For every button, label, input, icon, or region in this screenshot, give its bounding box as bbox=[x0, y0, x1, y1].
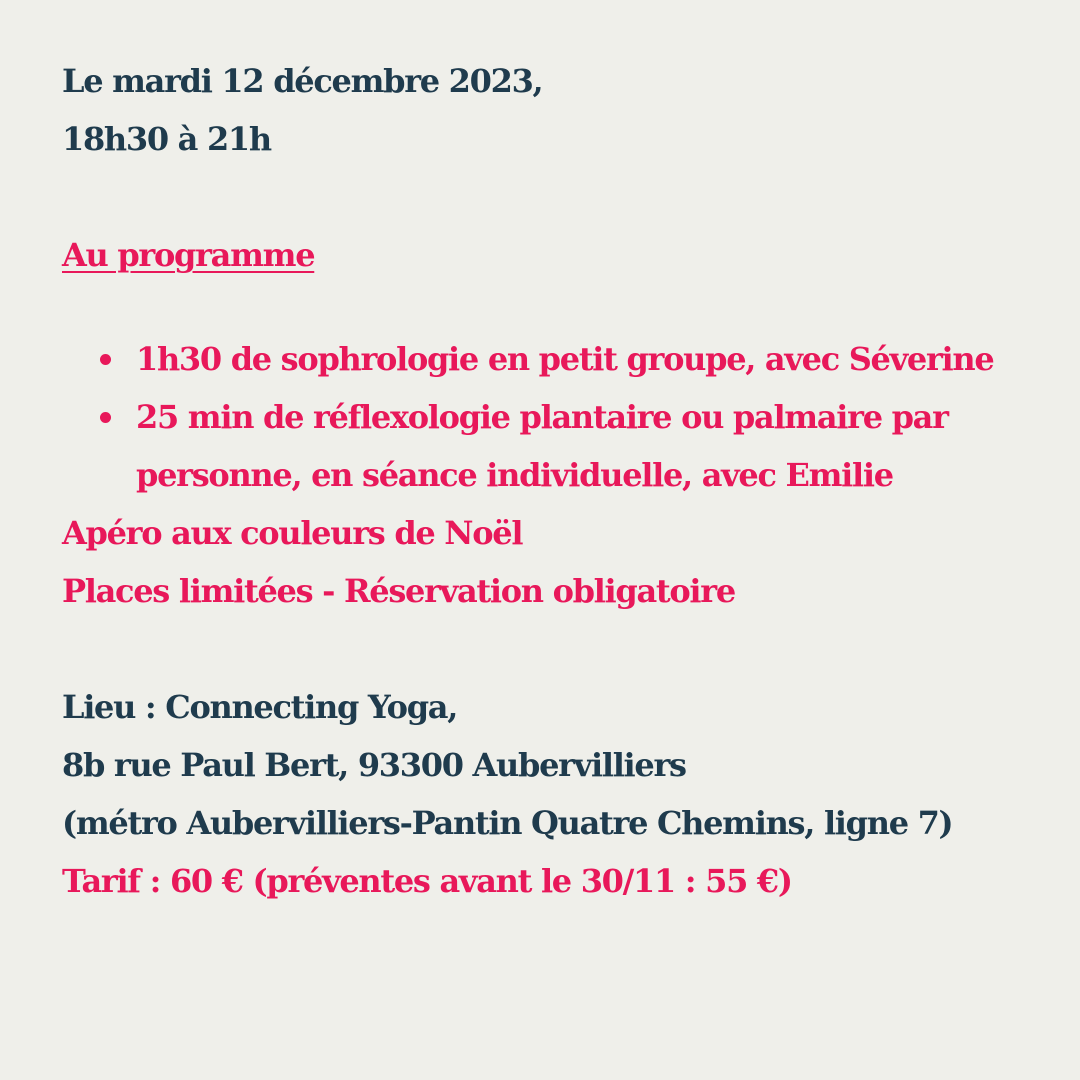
spacer bbox=[62, 168, 1072, 226]
bullet-icon bbox=[100, 354, 111, 365]
bullet-icon bbox=[100, 412, 111, 423]
program-list bbox=[62, 330, 1072, 504]
program-heading: Au programme bbox=[62, 236, 315, 274]
spacer bbox=[62, 284, 1072, 330]
event-date: Le mardi 12 décembre 2023, bbox=[62, 62, 543, 100]
venue-metro: (métro Aubervilliers-Pantin Quatre Chemins, ligne 7) bbox=[62, 804, 953, 842]
venue-address: 8b rue Paul Bert, 93300 Aubervilliers bbox=[62, 746, 686, 784]
program-item bbox=[62, 330, 1072, 388]
program-extra-apero: Apéro aux couleurs de Noël bbox=[62, 514, 523, 552]
program-item bbox=[62, 388, 1072, 504]
event-time: 18h30 à 21h bbox=[62, 120, 271, 158]
program-extra-reservation: Places limitées - Réservation obligatoire bbox=[62, 572, 735, 610]
program-item-text: 25 min de réflexologie plantaire ou palmaire par personne, en séance individuelle, avec Emilie bbox=[136, 398, 948, 494]
program-item-text: 1h30 de sophrologie en petit groupe, avec Séverine bbox=[136, 340, 994, 378]
pricing-text: Tarif : 60 € (préventes avant le 30/11 : 55 €) bbox=[62, 862, 792, 900]
venue-name: Lieu : Connecting Yoga, bbox=[62, 688, 458, 726]
event-flyer bbox=[62, 52, 1072, 910]
spacer bbox=[62, 620, 1072, 678]
